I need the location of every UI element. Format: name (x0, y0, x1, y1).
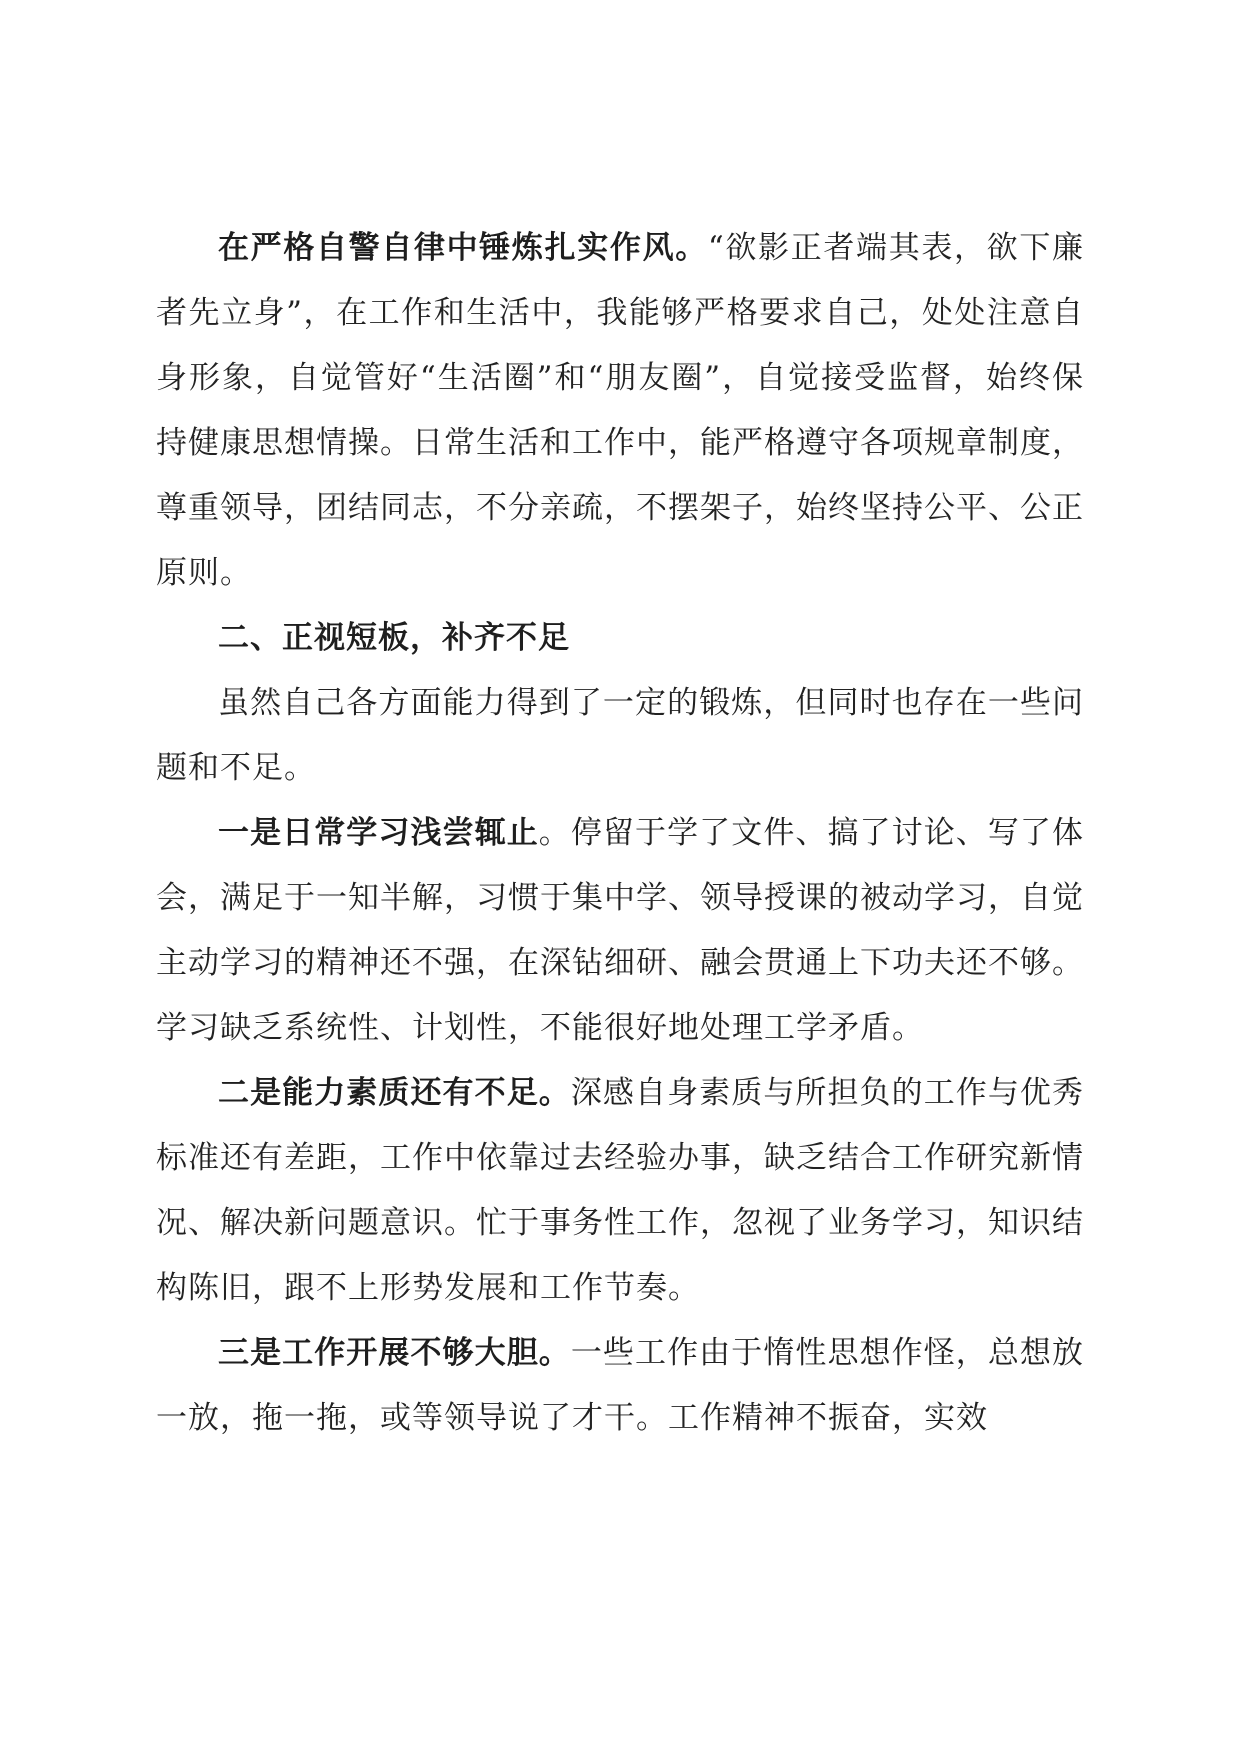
paragraph-lead: 一是日常学习浅尝辄止 (218, 815, 539, 851)
paragraph-boldness (156, 1321, 1084, 1451)
paragraph-lead: 三是工作开展不够大胆。 (218, 1335, 571, 1371)
paragraph-study (156, 801, 1084, 1061)
paragraph-text: “欲影正者端其表，欲下廉者先立身”，在工作和生活中，我能够严格要求自己，处处注意自身形象，自觉管好“生活圈”和“朋友圈”，自觉接受监督，始终保持健康思想情操。日常生活和工作中，能严格遵守各项规章制度，尊重领导，团结同志，不分亲疏，不摆架子，始终坚持公平、公正原则。 (156, 230, 1084, 591)
document-body (156, 216, 1084, 1451)
paragraph-self-discipline (156, 216, 1084, 606)
paragraph-ability (156, 1061, 1084, 1321)
paragraph-text: 一些工作由于惰性思想作怪，总想放一放，拖一拖，或等领导说了才干。工作精神不振奋，实效 (156, 1335, 1085, 1436)
paragraph-text: 。停留于学了文件、搞了讨论、写了体会，满足于一知半解，习惯于集中学、领导授课的被动学习，自觉主动学习的精神还不强，在深钻细研、融会贯通上下功夫还不够。学习缺乏系统性、计划性，不能很好地处理工学矛盾。 (156, 815, 1085, 1046)
paragraph-lead: 二是能力素质还有不足。 (218, 1075, 571, 1111)
paragraph-lead: 在严格自警自律中锤炼扎实作风。 (218, 230, 708, 266)
section-heading: 二、正视短板，补齐不足 (218, 620, 570, 656)
paragraph-text: 虽然自己各方面能力得到了一定的锻炼，但同时也存在一些问题和不足。 (156, 685, 1084, 786)
paragraph-text: 深感自身素质与所担负的工作与优秀标准还有差距，工作中依靠过去经验办事，缺乏结合工作研究新情况、解决新问题意识。忙于事务性工作，忽视了业务学习，知识结构陈旧，跟不上形势发展和工作节奏。 (156, 1075, 1085, 1306)
paragraph-intro (156, 671, 1084, 801)
